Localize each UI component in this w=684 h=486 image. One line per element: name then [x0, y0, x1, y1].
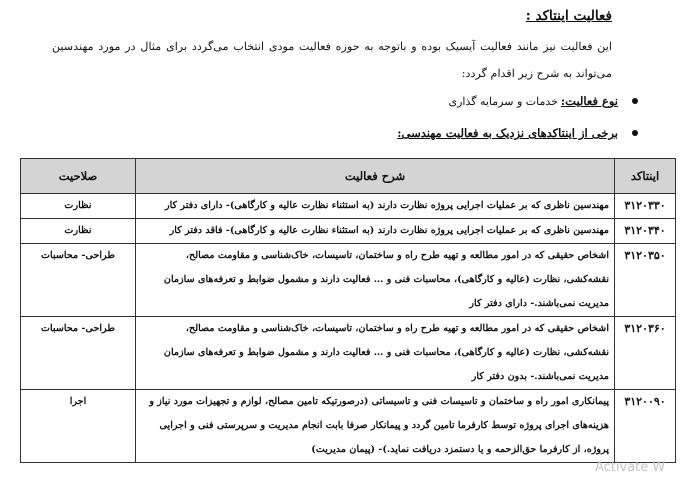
header-description: شرح فعالیت — [136, 159, 615, 194]
bullet-label: برخی از اینتاکدهای نزدیک به فعالیت مهندسی: — [397, 126, 618, 140]
table-header-row — [21, 159, 676, 194]
cell-description: اشخاص حقیقی که در امور مطالعه و تهیه طرح راه و ساختمان، تاسیسات، خاک‌شناسی و مقاومت مصالح، نقشه‌کشی، نظارت (عالیه و کارگاهی)، محاسبات فنی و … فعالیت دارند و مشمول ضوابط و تعرفه‌های سازمان مدیریت نمی‌باشند.- بدون دفتر کار — [136, 317, 615, 390]
cell-qualification: طراحی- محاسبات — [21, 244, 136, 317]
cell-description: اشخاص حقیقی که در امور مطالعه و تهیه طرح راه و ساختمان، تاسیسات، خاک‌شناسی و مقاومت مصالح، نقشه‌کشی، نظارت (عالیه و کارگاهی)، محاسبات فنی و … فعالیت دارند و مشمول ضوابط و تعرفه‌های سازمان مدیریت نمی‌باشند.- دارای دفتر کار — [136, 244, 615, 317]
table-row — [21, 194, 676, 219]
header-qualification: صلاحیت — [21, 159, 136, 194]
bullet-value: خدمات و سرمایه گذاری — [448, 94, 558, 108]
bullet-related-codes — [397, 126, 638, 140]
cell-code: ۳۱۲۰۳۳۰ — [615, 194, 676, 219]
cell-description: پیمانکاری امور راه و ساختمان و تاسیسات فنی و تاسیساتی (درصورتیکه تامین مصالح، لوازم و تجهیزات مورد نیاز و هزینه‌های اجرای پروژه توسط کارفرما تامین گردد و پیمانکار صرفا بابت انجام مدیریت و سرپرستی فنی و اجرایی پروژه، از کارفرما حق‌الزحمه و یا دستمزد دریافت نماید.)- (پیمان مدیریت) — [136, 390, 615, 463]
cell-code: ۳۱۲۰۳۴۰ — [615, 219, 676, 244]
bullet-activity-type — [448, 94, 638, 108]
cell-code: ۳۱۲۰۰۹۰ — [615, 390, 676, 463]
activity-code-table — [20, 158, 676, 463]
cell-qualification: طراحی- محاسبات — [21, 317, 136, 390]
cell-qualification: نظارت — [21, 194, 136, 219]
section-heading: فعالیت اینتاکد : — [525, 8, 612, 24]
table-row — [21, 317, 676, 390]
cell-code: ۳۱۲۰۳۶۰ — [615, 317, 676, 390]
intro-paragraph: این فعالیت نیز مانند فعالیت آیسیک بوده و باتوجه به حوزه فعالیت مودی انتخاب می‌گردد برای مثال در مورد مهندسین می‌تواند به شرح زیر اقدام گردد: — [52, 40, 612, 80]
cell-qualification: نظارت — [21, 219, 136, 244]
cell-description: مهندسین ناظری که بر عملیات اجرایی پروژه نظارت دارند (به استثناء نظارت عالیه و کارگاهی)- دارای دفتر کار — [136, 194, 615, 219]
table-row — [21, 390, 676, 463]
table-row — [21, 219, 676, 244]
bullet-label: نوع فعالیت: — [560, 94, 618, 108]
header-code: اینتاکد — [615, 159, 676, 194]
cell-description: مهندسین ناظری که بر عملیات اجرایی پروژه نظارت دارند (به استثناء نظارت عالیه و کارگاهی)- فاقد دفتر کار — [136, 219, 615, 244]
bullet-icon — [632, 130, 638, 136]
bullet-icon — [632, 98, 638, 104]
cell-code: ۳۱۲۰۳۵۰ — [615, 244, 676, 317]
activation-watermark: Activate W — [595, 460, 666, 475]
table-row — [21, 244, 676, 317]
cell-qualification: اجرا — [21, 390, 136, 463]
